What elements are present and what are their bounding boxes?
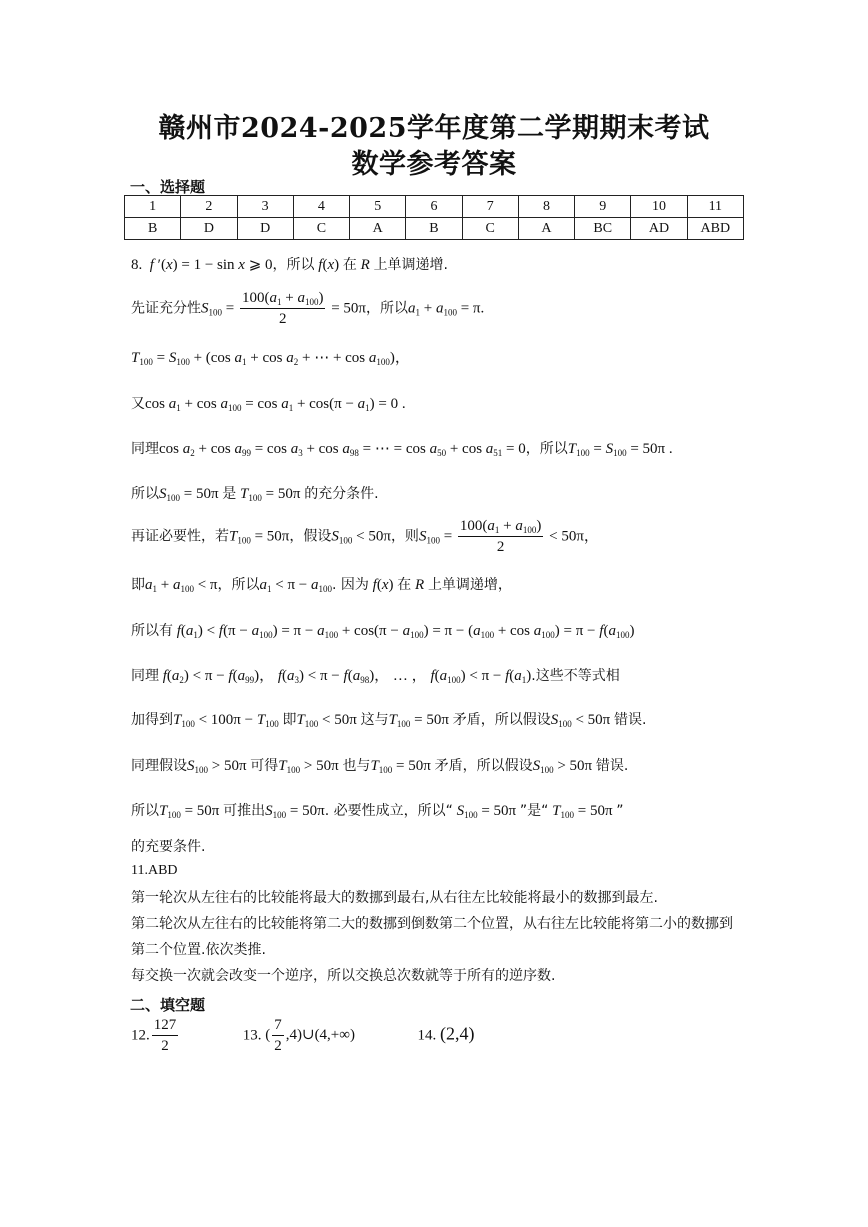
question-number: 6	[406, 196, 462, 218]
question-number: 1	[125, 196, 181, 218]
answer-choice: D	[237, 218, 293, 240]
q8-line-11: 加得到$T_{100} < 100\pi - T_{100}$ 即$T_{100} < 50\pi$ 这与$T_{100} = 50\pi$ 矛盾，所以假设$S_{100} < 50\pi$ 错误.	[131, 712, 647, 729]
q8-line-9: 所以有 $f(a_1) < f(\pi - a_{100}) = \pi - a_{100} + \cos(\pi - a_{100}) = \pi - (a_{100} + \cos a_{100}) = \pi - f(a_{100})$	[131, 623, 635, 640]
q11-paragraph-2: 第二轮次从左往右的比较能将第二大的数挪到倒数第二个位置，从右往左比较能将第二小的数挪到第二个位置.依次类推.	[131, 916, 733, 958]
q8-line-1: 8. f ′(x) = 1 − sin x ⩾ 0，所以 f(x) 在 R 上单调递增.	[131, 257, 449, 273]
question-number: 10	[631, 196, 687, 218]
section-multiple-choice: 一、选择题	[130, 178, 206, 196]
q8-line-8: 即$a_1 + a_{100} < \pi$，所以$a_1 < \pi - a_{100}$. 因为 f(x) 在 R 上单调递增，	[131, 577, 512, 594]
q8-line-7: 再证必要性，若$T_{100} = 50\pi$，假设$S_{100} < 50\pi$，则$S_{100}$ = $\frac{100(a_1 + a_{100})}{2}$ < 50π，	[131, 518, 599, 555]
q14-label: 14.	[417, 1027, 437, 1044]
answer-choice: A	[518, 218, 574, 240]
answer-key-title: 数学参考答案	[351, 149, 517, 180]
answer-choice: C	[462, 218, 518, 240]
answer-choice: BC	[575, 218, 631, 240]
question-number: 3	[237, 196, 293, 218]
question-number: 8	[518, 196, 574, 218]
q8-line-10: 同理 $f(a_2) < \pi - f(a_{99})$， $f(a_3) < \pi - f(a_{98})$， … ， $f(a_{100}) < \pi - f(a_1)$.这些不等式相	[131, 668, 620, 685]
question-number: 11	[687, 196, 743, 218]
q12-label: 12.	[131, 1027, 150, 1044]
answer-choice: D	[181, 218, 237, 240]
q8-line-14: 的充要条件.	[131, 839, 206, 855]
q8-line-6: 所以$S_{100} = 50\pi$ 是 $T_{100} = 50\pi$ 的充分条件.	[131, 486, 379, 503]
question-number: 2	[181, 196, 237, 218]
question-number: 7	[462, 196, 518, 218]
fill-answers-row	[131, 1017, 474, 1055]
q14-answer: (2,4)	[439, 1023, 475, 1044]
q13-answer: ( $\frac{7}{2}$ ,4)∪(4,+∞)	[265, 1017, 355, 1054]
q13-label: 13.	[242, 1027, 262, 1044]
q11-paragraph-3: 每交换一次就会改变一个逆序，所以交换总次数就等于所有的逆序数.	[131, 968, 556, 984]
answer-choice: B	[406, 218, 462, 240]
answer-choice: AD	[631, 218, 687, 240]
answer-choice: C	[293, 218, 349, 240]
answer-table-numbers-row	[125, 196, 744, 218]
exam-title: 赣州市2024-2025学年度第二学期期末考试	[158, 113, 710, 144]
q11-paragraph-1: 第一轮次从左往右的比较能将最大的数挪到最右,从右往左比较能将最小的数挪到最左.	[131, 890, 658, 906]
q8-line-4: 又$\cos a_1 + \cos a_{100} = \cos a_1 + \cos(\pi - a_1) = 0$ .	[131, 396, 406, 413]
q8-line-3: $T_{100} = S_{100} + (\cos$ $a_1 + \cos a_2$ + ⋯ + $\cos a_{100}$)，	[131, 350, 410, 367]
answer-choice: ABD	[687, 218, 743, 240]
q8-line-5: 同理$\cos a_2 + \cos a_{99} = \cos a_3 + \cos a_{98}$ = ⋯ = $\cos a_{50} + \cos a_{51} = 0$，所以$T_{100} = S_{100} = 50\pi$ .	[131, 441, 673, 458]
q8-line-13: 所以$T_{100} = 50\pi$ 可推出$S_{100} = 50\pi$. 必要性成立，所以“ $S_{100} = 50\pi$ ”是“ $T_{100} = 50\pi$ ”	[131, 803, 624, 820]
answer-table-choices-row	[125, 218, 744, 240]
section-fill-in: 二、填空题	[130, 996, 206, 1014]
q8-line-12: 同理假设$S_{100} > 50\pi$ 可得$T_{100} > 50\pi$ 也与$T_{100} = 50\pi$ 矛盾，所以假设$S_{100} > 50\pi$ 错误.	[131, 758, 629, 775]
question-number: 4	[293, 196, 349, 218]
question-number: 9	[575, 196, 631, 218]
q12-answer: $\frac{127}{2}$	[153, 1017, 177, 1054]
q8-line-2: 先证充分性$S_{100}$ = $\frac{100(a_1 + a_{100})}{2}$ = 50π，所以$a_1 + a_{100} = \pi$.	[131, 290, 485, 327]
question-number: 5	[350, 196, 406, 218]
q11-heading: 11.ABD	[131, 863, 178, 878]
answer-table	[124, 195, 744, 240]
answer-choice: A	[350, 218, 406, 240]
answer-choice: B	[125, 218, 181, 240]
